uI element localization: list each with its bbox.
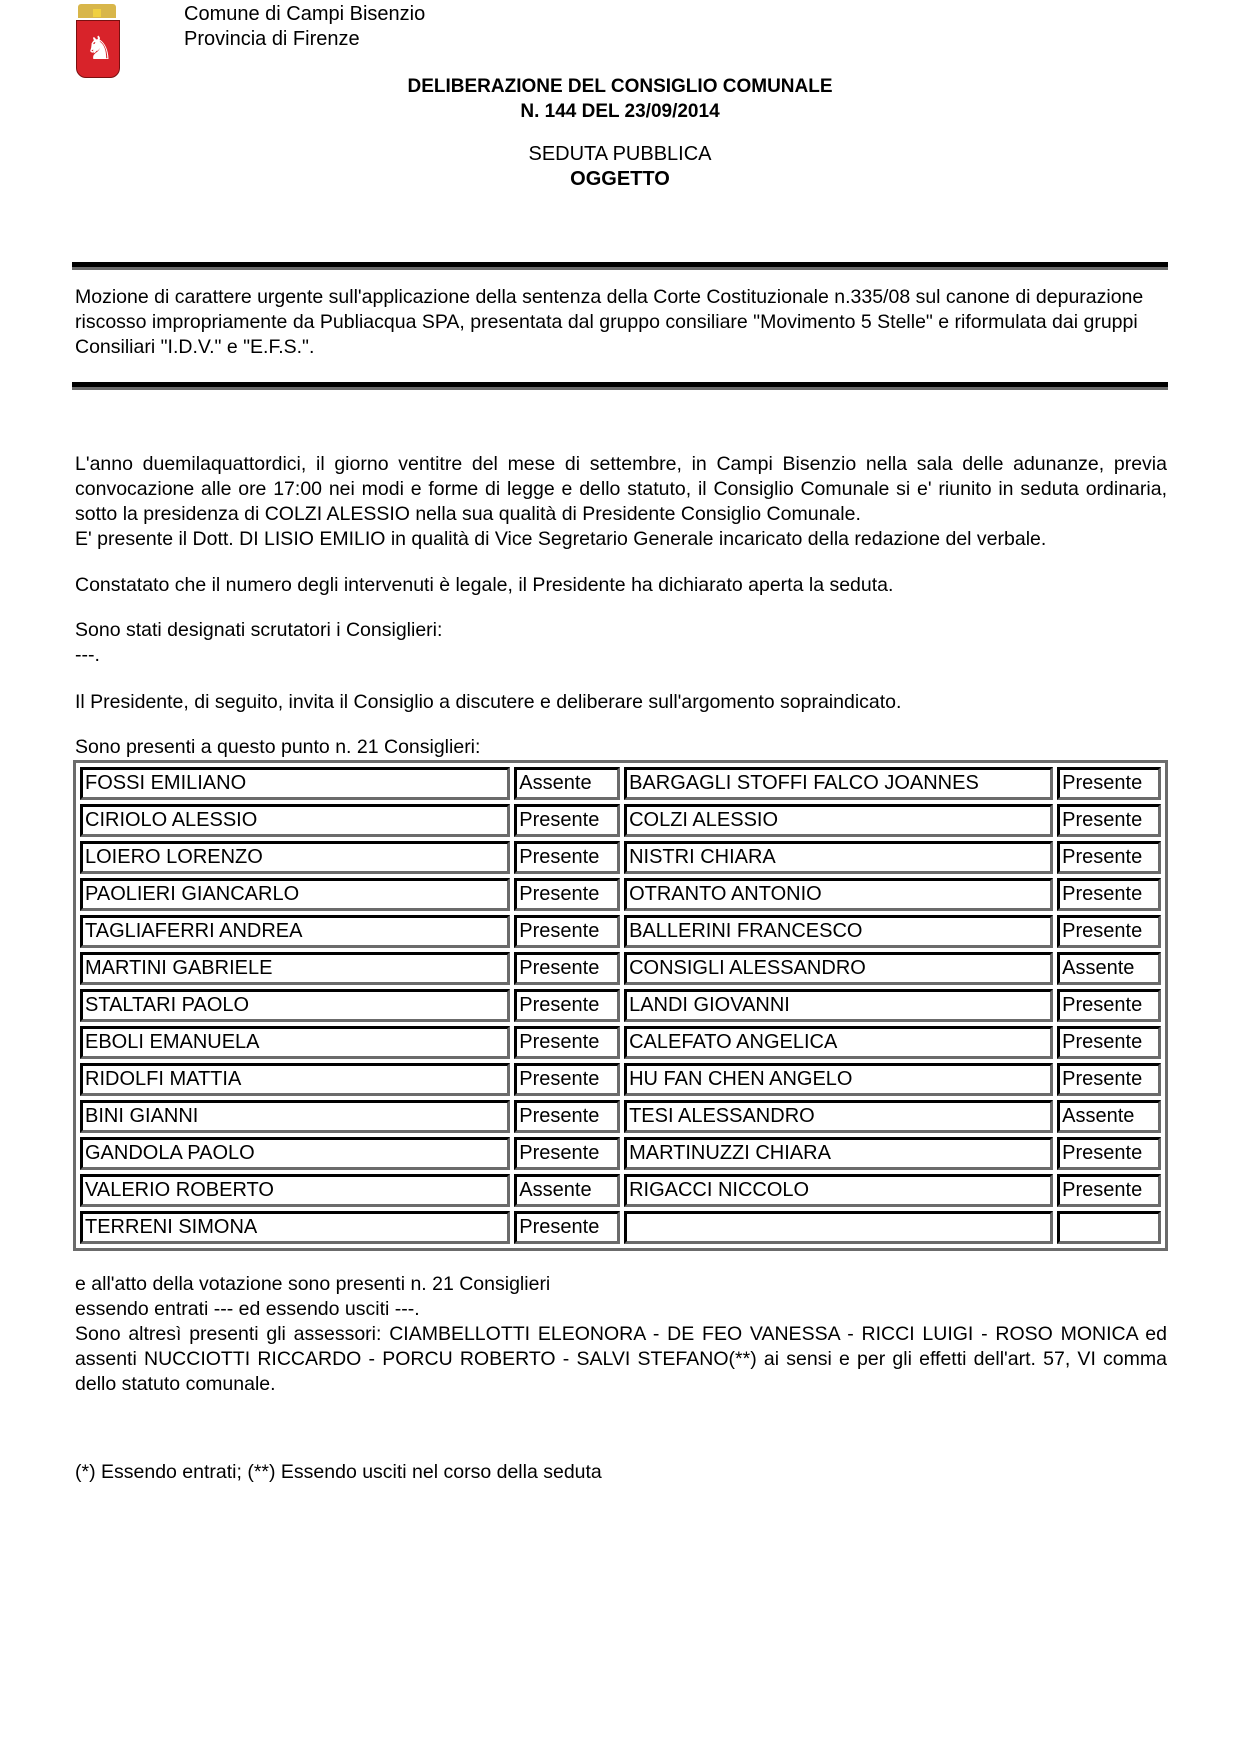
municipal-crest-icon <box>74 2 120 80</box>
attendance-row <box>80 1174 1161 1207</box>
divider-top <box>72 262 1168 270</box>
attendance-status: Presente <box>514 841 620 874</box>
attendance-row <box>80 1026 1161 1059</box>
attendance-row <box>80 878 1161 911</box>
shield-icon <box>76 20 120 78</box>
attendance-status: Presente <box>514 1137 620 1170</box>
councillor-name: CIRIOLO ALESSIO <box>80 804 510 837</box>
councillor-name: STALTARI PAOLO <box>80 989 510 1022</box>
session-type: SEDUTA PUBBLICA <box>528 143 712 165</box>
attendance-status: Assente <box>1057 1100 1161 1133</box>
document-title <box>0 74 1240 124</box>
attendance-status: Presente <box>1057 915 1161 948</box>
councillor-name <box>624 1211 1053 1244</box>
councillor-name: BINI GIANNI <box>80 1100 510 1133</box>
attendance-row <box>80 1063 1161 1096</box>
councillor-name: RIDOLFI MATTIA <box>80 1063 510 1096</box>
intro-paragraph: L'anno duemilaquattordici, il giorno ventitre del mese di settembre, in Campi Bisenzio nella sala delle adunanze, previa convocazione alle ore 17:00 nei modi e forme di legge e dello statuto, il Consiglio Comunale si e' riunito in seduta ordinaria, sotto la presidenza di COLZI ALESSIO nella sua qualità di Presidente Consiglio Comunale. <box>75 453 1167 525</box>
councillor-name: TESI ALESSANDRO <box>624 1100 1053 1133</box>
secretary-paragraph: E' presente il Dott. DI LISIO EMILIO in qualità di Vice Segretario Generale incaricato della redazione del verbale. <box>75 528 1047 550</box>
councillor-name: BALLERINI FRANCESCO <box>624 915 1053 948</box>
title-line-1: DELIBERAZIONE DEL CONSIGLIO COMUNALE <box>407 76 833 97</box>
councillor-name: LOIERO LORENZO <box>80 841 510 874</box>
attendance-row <box>80 989 1161 1022</box>
councillor-name: RIGACCI NICCOLO <box>624 1174 1053 1207</box>
subject-text: Mozione di carattere urgente sull'applicazione della sentenza della Corte Costituzionale n.335/08 sul canone di depurazione riscosso impropriamente da Publiacqua SPA, presentata dal gruppo consiliare "Movimento 5 Stelle" e riformulata dai gruppi Consiliari "I.D.V." e "E.F.S.". <box>75 286 1144 358</box>
councillor-name: EBOLI EMANUELA <box>80 1026 510 1059</box>
attendance-row <box>80 1100 1161 1133</box>
assessors-paragraph: Sono altresì presenti gli assessori: CIAMBELLOTTI ELEONORA - DE FEO VANESSA - RICCI LUIGI - ROSO MONICA ed assenti NUCCIOTTI RICCARDO - PORCU ROBERTO - SALVI STEFANO(**) ai sensi e per gli effetti dell'art. 57, VI comma dello statuto comunale. <box>75 1323 1167 1395</box>
attendance-status: Assente <box>1057 952 1161 985</box>
councillor-name: CALEFATO ANGELICA <box>624 1026 1053 1059</box>
entries-exits: essendo entrati --- ed essendo usciti ---. <box>75 1298 420 1320</box>
scrutineers-label: Sono stati designati scrutatori i Consiglieri: <box>75 619 443 641</box>
attendance-status: Presente <box>514 915 620 948</box>
attendance-status: Presente <box>514 878 620 911</box>
attendance-status: Presente <box>1057 1174 1161 1207</box>
councillor-name: OTRANTO ANTONIO <box>624 878 1053 911</box>
invitation-paragraph: Il Presidente, di seguito, invita il Consiglio a discutere e deliberare sull'argomento sopraindicato. <box>75 691 902 713</box>
divider-bottom <box>72 382 1168 390</box>
province-name: Provincia di Firenze <box>184 28 360 50</box>
councillor-name: COLZI ALESSIO <box>624 804 1053 837</box>
attendance-row <box>80 915 1161 948</box>
attendance-status: Presente <box>1057 841 1161 874</box>
councillor-name: TAGLIAFERRI ANDREA <box>80 915 510 948</box>
attendance-table <box>73 760 1168 1251</box>
councillor-name: PAOLIERI GIANCARLO <box>80 878 510 911</box>
attendance-status: Presente <box>514 1026 620 1059</box>
attendance-row <box>80 1137 1161 1170</box>
councillor-name: LANDI GIOVANNI <box>624 989 1053 1022</box>
attendance-status: Presente <box>514 1100 620 1133</box>
attendance-row <box>80 804 1161 837</box>
quorum-paragraph: Constatato che il numero degli intervenuti è legale, il Presidente ha dichiarato aperta la seduta. <box>75 574 894 596</box>
attendance-status: Presente <box>1057 878 1161 911</box>
councillor-name: MARTINI GABRIELE <box>80 952 510 985</box>
attendance-status: Presente <box>1057 1137 1161 1170</box>
attendance-row <box>80 1211 1161 1244</box>
attendance-status: Presente <box>514 989 620 1022</box>
councillor-name: BARGAGLI STOFFI FALCO JOANNES <box>624 767 1053 800</box>
attendance-status: Presente <box>514 952 620 985</box>
present-count: Sono presenti a questo punto n. 21 Consiglieri: <box>75 736 481 758</box>
crown-icon <box>78 4 116 18</box>
document-header <box>74 2 425 80</box>
councillor-name: MARTINUZZI CHIARA <box>624 1137 1053 1170</box>
councillor-name: FOSSI EMILIANO <box>80 767 510 800</box>
municipality-name: Comune di Campi Bisenzio <box>184 3 426 25</box>
attendance-row <box>80 767 1161 800</box>
councillor-name: GANDOLA PAOLO <box>80 1137 510 1170</box>
attendance-status: Presente <box>1057 804 1161 837</box>
councillor-name: NISTRI CHIARA <box>624 841 1053 874</box>
councillor-name: CONSIGLI ALESSANDRO <box>624 952 1053 985</box>
attendance-row <box>80 952 1161 985</box>
vote-count: e all'atto della votazione sono presenti n. 21 Consiglieri <box>75 1273 551 1295</box>
attendance-status: Presente <box>1057 1063 1161 1096</box>
attendance-status: Presente <box>1057 989 1161 1022</box>
title-line-2: N. 144 DEL 23/09/2014 <box>520 101 720 122</box>
session-block <box>0 142 1240 192</box>
issuer-block <box>184 2 425 80</box>
attendance-row <box>80 841 1161 874</box>
attendance-status: Presente <box>514 804 620 837</box>
attendance-status: Presente <box>514 1063 620 1096</box>
attendance-status: Presente <box>514 1211 620 1244</box>
attendance-status: Presente <box>1057 1026 1161 1059</box>
councillor-name: VALERIO ROBERTO <box>80 1174 510 1207</box>
footnote: (*) Essendo entrati; (**) Essendo usciti nel corso della seduta <box>75 1461 602 1483</box>
attendance-status: Assente <box>514 1174 620 1207</box>
attendance-status: Assente <box>514 767 620 800</box>
councillor-name: TERRENI SIMONA <box>80 1211 510 1244</box>
attendance-status <box>1057 1211 1161 1244</box>
scrutineers-value: ---. <box>75 644 100 666</box>
councillor-name: HU FAN CHEN ANGELO <box>624 1063 1053 1096</box>
attendance-status: Presente <box>1057 767 1161 800</box>
subject-label: OGGETTO <box>570 168 670 190</box>
